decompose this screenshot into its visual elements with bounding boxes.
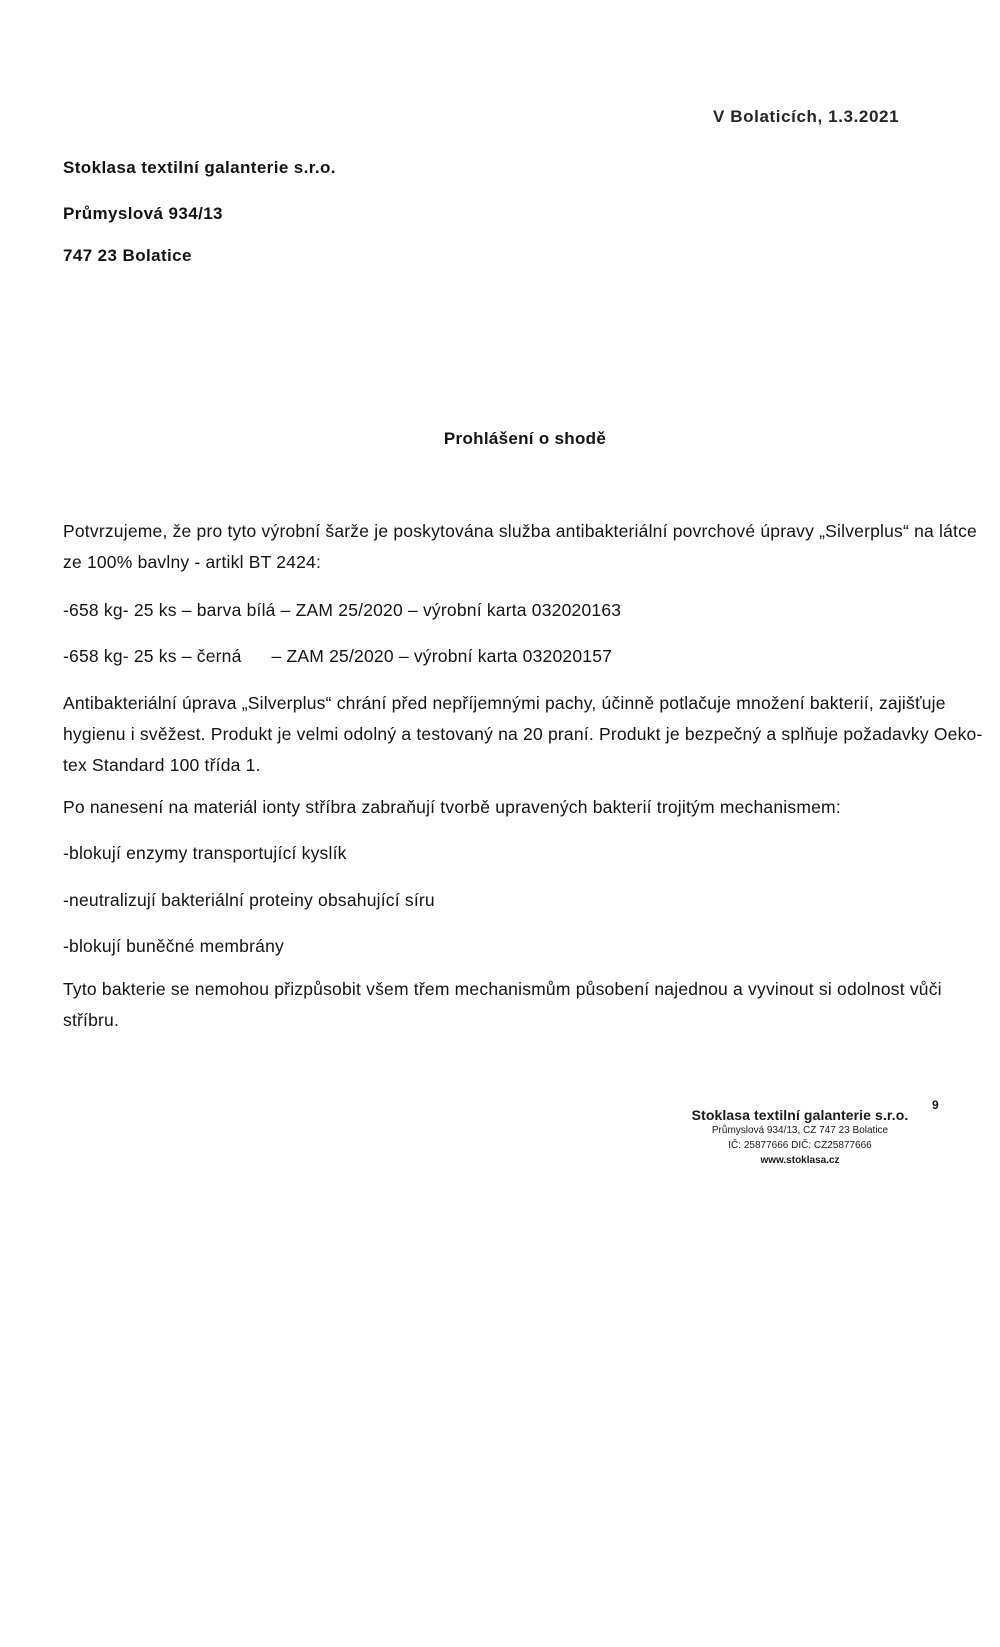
document-title: Prohlášení o shodě xyxy=(443,429,607,448)
mechanism-item: -blokují buněčné membrány xyxy=(63,936,284,956)
mechanism-item: -neutralizují bakteriální proteiny obsahující síru xyxy=(63,890,435,910)
address-company: Stoklasa textilní galanterie s.r.o. xyxy=(63,158,336,177)
batch-white-spec: -658 kg- 25 ks – barva bílá xyxy=(63,600,276,620)
address-city: 747 23 Bolatice xyxy=(63,246,192,265)
mechanism-intro: Po nanesení na materiál ionty stříbra zabraňují tvorbě upravených bakterií trojitým mechanismem: xyxy=(63,797,841,817)
intro-paragraph: Potvrzujeme, že pro tyto výrobní šarže je poskytována služba antibakteriální povrchové úpravy „Silverplus“ na látce ze 100% bavlny - artikl BT 2424: xyxy=(63,521,977,572)
batch-line-white xyxy=(63,600,621,621)
batch-black-spec: -658 kg- 25 ks – černá xyxy=(63,646,242,666)
batch-line-black xyxy=(63,646,612,667)
conclusion-paragraph: Tyto bakterie se nemohou přizpůsobit všem třem mechanismům působení najednou a vyvinout si odolnost vůči stříbru. xyxy=(63,979,942,1030)
letter-date: V Bolaticích, 1.3.2021 xyxy=(713,107,900,126)
stamp-ids: IČ: 25877666 DIČ: CZ25877666 xyxy=(728,1140,872,1151)
description-paragraph: Antibakteriální úprava „Silverplus“ chrání před nepříjemnými pachy, účinně potlačuje množení bakterií, zajišťuje hygienu i svěžest. Produkt je velmi odolný a testovaný na 20 praní. Produkt je bezpečný a splňuje požadavky Oeko-tex Standard 100 třída 1. xyxy=(63,693,983,775)
batch-black-card: – ZAM 25/2020 – výrobní karta 032020157 xyxy=(271,646,613,666)
address-street: Průmyslová 934/13 xyxy=(63,204,223,223)
stamp-web: www.stoklasa.cz xyxy=(760,1155,840,1166)
batch-white-card: – ZAM 25/2020 – výrobní karta 032020163 xyxy=(280,600,622,620)
stamp-company: Stoklasa textilní galanterie s.r.o. xyxy=(691,1107,909,1123)
mechanism-item: -blokují enzymy transportující kyslík xyxy=(63,843,347,863)
stamp-address: Průmyslová 934/13, CZ 747 23 Bolatice xyxy=(711,1125,889,1136)
page-number: 9 xyxy=(932,1098,939,1112)
company-stamp xyxy=(660,1107,940,1168)
